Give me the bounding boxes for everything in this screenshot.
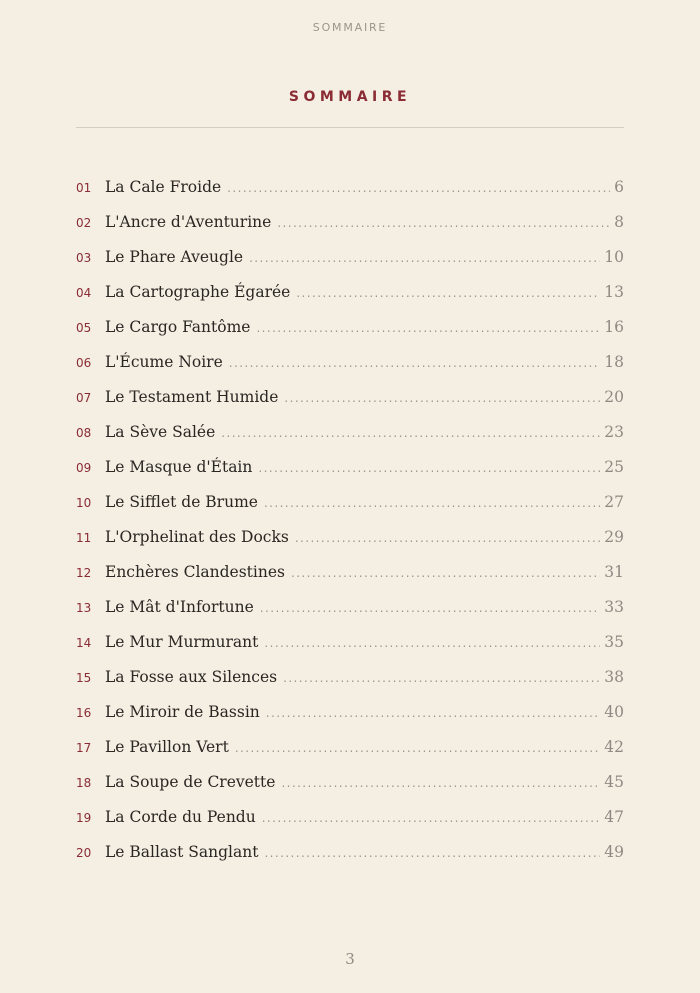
entry-title: L'Orphelinat des Docks bbox=[105, 528, 289, 546]
entry-title: Enchères Clandestines bbox=[105, 563, 285, 581]
toc-entry[interactable] bbox=[76, 240, 624, 275]
entry-title: Le Sifflet de Brume bbox=[105, 493, 258, 511]
entry-page: 18 bbox=[604, 353, 624, 371]
entry-title: La Fosse aux Silences bbox=[105, 668, 278, 686]
entry-number: 18 bbox=[76, 776, 92, 790]
toc-entry[interactable] bbox=[76, 345, 624, 380]
entry-number: 04 bbox=[76, 286, 92, 300]
dot-leader bbox=[296, 276, 600, 311]
toc-entry[interactable] bbox=[76, 625, 624, 660]
entry-page: 6 bbox=[614, 178, 624, 196]
dot-leader bbox=[221, 416, 600, 451]
entry-page: 16 bbox=[604, 318, 624, 336]
dot-leader bbox=[266, 696, 601, 731]
entry-number: 15 bbox=[76, 671, 92, 685]
entry-page: 45 bbox=[604, 773, 624, 791]
page-number: 3 bbox=[345, 950, 355, 968]
entry-title: La Cale Froide bbox=[105, 178, 222, 196]
toc-entry[interactable] bbox=[76, 485, 624, 520]
entry-title: Le Phare Aveugle bbox=[105, 248, 244, 266]
entry-number: 02 bbox=[76, 216, 92, 230]
dot-leader bbox=[264, 486, 600, 521]
dot-leader bbox=[256, 311, 600, 346]
entry-page: 35 bbox=[604, 633, 624, 651]
entry-page: 38 bbox=[604, 668, 624, 686]
toc-entry[interactable] bbox=[76, 590, 624, 625]
entry-title: L'Ancre d'Aventurine bbox=[105, 213, 272, 231]
entry-page: 20 bbox=[604, 388, 624, 406]
toc-entry[interactable] bbox=[76, 450, 624, 485]
page-title: SOMMAIRE bbox=[288, 89, 412, 105]
title-divider bbox=[76, 127, 624, 128]
entry-page: 31 bbox=[604, 563, 624, 581]
entry-page: 25 bbox=[604, 458, 624, 476]
entry-page: 33 bbox=[604, 598, 624, 616]
dot-leader bbox=[284, 381, 600, 416]
entry-page: 13 bbox=[604, 283, 624, 301]
entry-number: 12 bbox=[76, 566, 92, 580]
running-head: SOMMAIRE bbox=[312, 21, 388, 34]
dot-leader bbox=[277, 206, 610, 241]
entry-number: 03 bbox=[76, 251, 92, 265]
toc-list bbox=[76, 170, 624, 870]
entry-page: 8 bbox=[614, 213, 624, 231]
entry-page: 49 bbox=[604, 843, 624, 861]
entry-number: 16 bbox=[76, 706, 92, 720]
entry-title: Le Cargo Fantôme bbox=[105, 318, 251, 336]
entry-number: 09 bbox=[76, 461, 92, 475]
entry-number: 05 bbox=[76, 321, 92, 335]
entry-title: Le Masque d'Étain bbox=[105, 458, 253, 476]
dot-leader bbox=[262, 801, 601, 836]
toc-entry[interactable] bbox=[76, 800, 624, 835]
entry-number: 19 bbox=[76, 811, 92, 825]
entry-title: Le Miroir de Bassin bbox=[105, 703, 260, 721]
entry-page: 10 bbox=[604, 248, 624, 266]
dot-leader bbox=[227, 171, 610, 206]
toc-entry[interactable] bbox=[76, 380, 624, 415]
entry-number: 08 bbox=[76, 426, 92, 440]
entry-page: 23 bbox=[604, 423, 624, 441]
toc-entry[interactable] bbox=[76, 695, 624, 730]
entry-number: 17 bbox=[76, 741, 92, 755]
toc-entry[interactable] bbox=[76, 205, 624, 240]
toc-entry[interactable] bbox=[76, 730, 624, 765]
toc-entry[interactable] bbox=[76, 415, 624, 450]
entry-page: 27 bbox=[604, 493, 624, 511]
toc-entry[interactable] bbox=[76, 275, 624, 310]
entry-title: Le Mât d'Infortune bbox=[105, 598, 254, 616]
dot-leader bbox=[249, 241, 600, 276]
entry-number: 14 bbox=[76, 636, 92, 650]
toc-entry[interactable] bbox=[76, 555, 624, 590]
entry-page: 29 bbox=[604, 528, 624, 546]
toc-entry[interactable] bbox=[76, 170, 624, 205]
dot-leader bbox=[295, 521, 600, 556]
entry-title: La Sève Salée bbox=[105, 423, 216, 441]
entry-page: 42 bbox=[604, 738, 624, 756]
entry-number: 20 bbox=[76, 846, 92, 860]
entry-number: 06 bbox=[76, 356, 92, 370]
dot-leader bbox=[283, 661, 600, 696]
dot-leader bbox=[258, 451, 600, 486]
dot-leader bbox=[235, 731, 600, 766]
entry-title: La Soupe de Crevette bbox=[105, 773, 276, 791]
toc-entry[interactable] bbox=[76, 660, 624, 695]
entry-title: Le Pavillon Vert bbox=[105, 738, 229, 756]
entry-number: 01 bbox=[76, 181, 92, 195]
dot-leader bbox=[229, 346, 601, 381]
dot-leader bbox=[264, 836, 600, 871]
entry-number: 10 bbox=[76, 496, 92, 510]
entry-page: 40 bbox=[604, 703, 624, 721]
entry-title: La Cartographe Égarée bbox=[105, 283, 291, 301]
dot-leader bbox=[260, 591, 600, 626]
toc-entry[interactable] bbox=[76, 765, 624, 800]
entry-title: L'Écume Noire bbox=[105, 353, 223, 371]
entry-title: Le Mur Murmurant bbox=[105, 633, 259, 651]
entry-title: La Corde du Pendu bbox=[105, 808, 256, 826]
toc-entry[interactable] bbox=[76, 835, 624, 870]
entry-number: 11 bbox=[76, 531, 92, 545]
entry-title: Le Testament Humide bbox=[105, 388, 279, 406]
dot-leader bbox=[281, 766, 600, 801]
toc-entry[interactable] bbox=[76, 310, 624, 345]
toc-entry[interactable] bbox=[76, 520, 624, 555]
dot-leader bbox=[264, 626, 600, 661]
entry-page: 47 bbox=[604, 808, 624, 826]
dot-leader bbox=[291, 556, 600, 591]
entry-number: 13 bbox=[76, 601, 92, 615]
entry-number: 07 bbox=[76, 391, 92, 405]
entry-title: Le Ballast Sanglant bbox=[105, 843, 259, 861]
